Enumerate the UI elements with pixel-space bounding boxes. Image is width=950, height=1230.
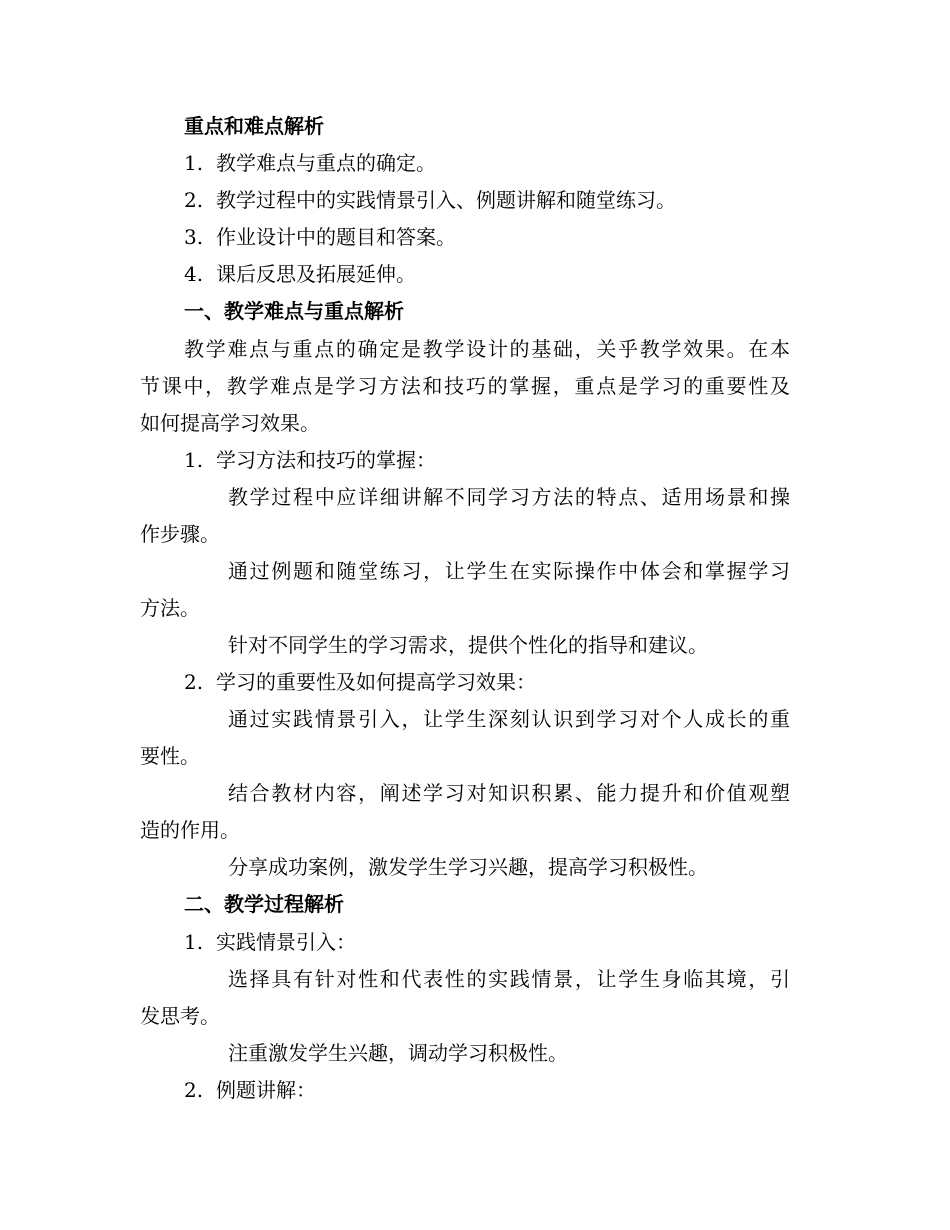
summary-item [184,225,854,249]
summary-item [184,188,854,212]
paragraph-line: 方法。 [140,596,200,620]
subsection-title: 学习的重要性及如何提高学习效果： [216,670,536,694]
summary-item-text: 教学难点与重点的确定。 [216,151,436,175]
subsection-heading [184,1078,854,1102]
summary-item-number: 1. [184,151,204,175]
paragraph-line: 针对不同学生的学习需求，提供个性化的指导和建议。 [228,633,708,657]
paragraph-line: 作步骤。 [140,522,220,546]
subsection-title: 实践情景引入： [216,930,356,954]
summary-item-text: 课后反思及拓展延伸。 [216,262,416,286]
summary-item-number: 2. [184,188,204,212]
subsection-heading [184,448,854,472]
subsection-heading [184,670,854,694]
subsection-title: 例题讲解： [216,1078,316,1102]
paragraph-line: 分享成功案例，激发学生学习兴趣，提高学习积极性。 [228,855,708,879]
paragraph-line: 教学难点与重点的确定是教学设计的基础，关乎教学效果。在本 [184,337,790,361]
subsection-number: 1. [184,448,204,472]
summary-title: 重点和难点解析 [184,114,324,138]
paragraph-line: 造的作用。 [140,818,240,842]
summary-item-text: 作业设计中的题目和答案。 [216,225,456,249]
paragraph-line: 如何提高学习效果。 [140,411,320,435]
summary-item-number: 3. [184,225,204,249]
paragraph-line: 结合教材内容，阐述学习对知识积累、能力提升和价值观塑 [228,781,790,805]
section-heading: 二、教学过程解析 [184,892,344,916]
paragraph-line: 选择具有针对性和代表性的实践情景，让学生身临其境，引 [228,967,790,991]
subsection-number: 2. [184,1078,204,1102]
subsection-number: 1. [184,930,204,954]
paragraph-line: 发思考。 [140,1004,220,1028]
summary-item [184,151,854,175]
summary-item [184,262,854,286]
subsection-heading [184,930,854,954]
summary-item-number: 4. [184,262,204,286]
section-heading: 一、教学难点与重点解析 [184,299,404,323]
paragraph-line: 节课中，教学难点是学习方法和技巧的掌握，重点是学习的重要性及 [140,374,790,398]
subsection-number: 2. [184,670,204,694]
paragraph-line: 教学过程中应详细讲解不同学习方法的特点、适用场景和操 [228,485,790,509]
paragraph-line: 通过实践情景引入，让学生深刻认识到学习对个人成长的重 [228,707,790,731]
paragraph-line: 要性。 [140,744,200,768]
subsection-title: 学习方法和技巧的掌握： [216,448,436,472]
paragraph-line: 通过例题和随堂练习，让学生在实际操作中体会和掌握学习 [228,559,790,583]
paragraph-line: 注重激发学生兴趣，调动学习积极性。 [228,1041,568,1065]
summary-item-text: 教学过程中的实践情景引入、例题讲解和随堂练习。 [216,188,676,212]
